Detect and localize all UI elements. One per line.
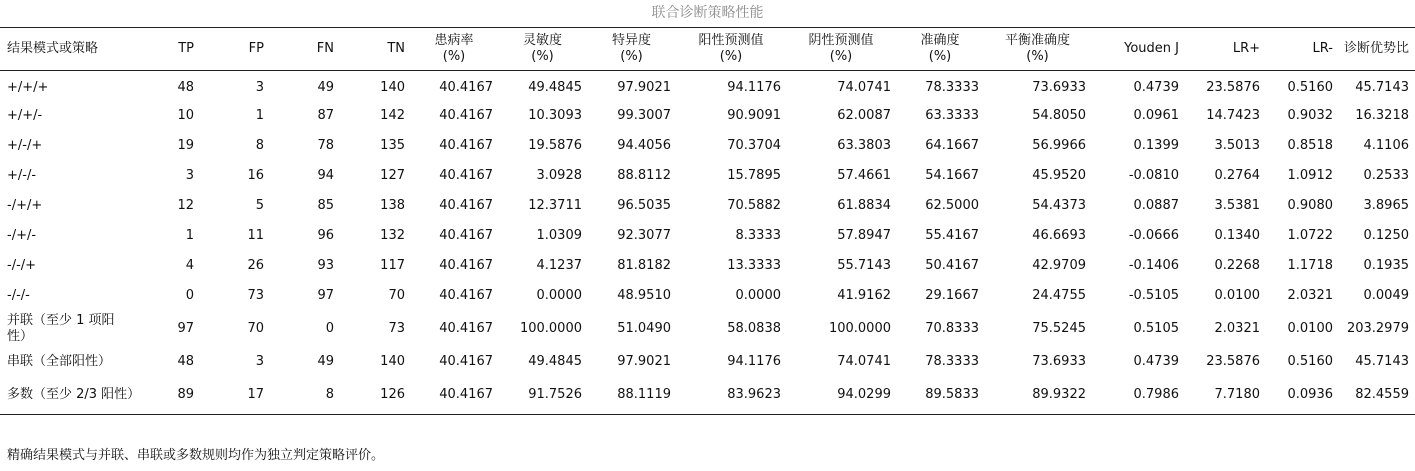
table-cell: 96 <box>317 227 334 243</box>
table-row <box>0 347 1415 377</box>
row-label-cell: +/+/- <box>7 107 43 123</box>
table-cell: 94 <box>317 167 334 183</box>
table-cell: 40.4167 <box>439 320 493 336</box>
table-cell: 26 <box>247 257 264 273</box>
table-cell: 73.6933 <box>1032 353 1086 369</box>
table-cell: 0.1935 <box>1363 257 1409 273</box>
table-cell: 45.7143 <box>1355 79 1409 95</box>
table-cell: 97.9021 <box>617 353 671 369</box>
table-cell: 61.8834 <box>837 197 891 213</box>
column-header-label: 患病率 <box>434 33 474 48</box>
table-cell: 12.3711 <box>528 197 582 213</box>
column-header-label: Youden J <box>1124 41 1179 56</box>
table-cell: 94.0299 <box>787 377 897 415</box>
table-cell: 88.8112 <box>617 167 671 183</box>
table-cell: 3 <box>255 353 264 369</box>
table-cell: 142 <box>380 107 405 123</box>
table-cell: 91.7526 <box>499 377 588 415</box>
table-cell: 0.5105 <box>1133 320 1179 336</box>
table-cell: 78.3333 <box>925 353 979 369</box>
column-header-unit: (%) <box>829 49 853 64</box>
row-label-cell: -/-/+ <box>7 257 37 273</box>
table-cell: 55.4167 <box>925 227 979 243</box>
table-cell: 94.1176 <box>727 353 781 369</box>
table-cell: 0.2268 <box>1214 257 1260 273</box>
table-cell: 100.0000 <box>519 320 582 336</box>
table-cell: 4.1106 <box>1363 137 1409 153</box>
table-cell: 97 <box>177 320 194 336</box>
table-cell: 83.9623 <box>677 377 787 415</box>
table-footnote: 精确结果模式与并联、串联或多数规则均作为独立判定策略评价。 <box>7 448 385 463</box>
table-cell: 97.9021 <box>617 79 671 95</box>
table-cell: 82.4559 <box>1339 377 1415 415</box>
table-cell: 48 <box>177 353 194 369</box>
table-cell: 94.1176 <box>727 79 781 95</box>
table-cell: 89.5833 <box>897 377 985 415</box>
table-cell: 17 <box>200 377 270 415</box>
results-table <box>0 27 1415 415</box>
table-cell: 23.5876 <box>1206 79 1260 95</box>
column-header <box>588 28 677 71</box>
table-cell: 3.5013 <box>1214 137 1260 153</box>
row-label-cell: +/+/+ <box>7 79 49 95</box>
table-cell: 0.1340 <box>1214 227 1260 243</box>
table-cell: 57.4661 <box>837 167 891 183</box>
table-cell: 1.1718 <box>1287 257 1333 273</box>
table-cell: 126 <box>340 377 411 415</box>
table-cell: 0.0961 <box>1133 107 1179 123</box>
table-cell: 132 <box>380 227 405 243</box>
table-cell: 3 <box>185 167 194 183</box>
table-cell: 62.5000 <box>925 197 979 213</box>
table-cell: 75.5245 <box>1032 320 1086 336</box>
column-header <box>0 28 140 71</box>
table-cell: 55.7143 <box>837 257 891 273</box>
table-cell: 0 <box>325 320 334 336</box>
table-cell: 0.0936 <box>1266 377 1339 415</box>
table-cell: 1.0912 <box>1287 167 1333 183</box>
table-cell: 40.4167 <box>439 107 493 123</box>
table-cell: 3.5381 <box>1214 197 1260 213</box>
column-header-label: LR+ <box>1232 41 1260 56</box>
table-cell: 0.2533 <box>1363 167 1409 183</box>
table-cell: 70 <box>388 287 405 303</box>
table-cell: 40.4167 <box>439 353 493 369</box>
table-row <box>0 161 1415 191</box>
column-header-label: TP <box>178 41 194 56</box>
table-header <box>0 28 1415 71</box>
column-header-label: 阳性预测值 <box>698 33 764 48</box>
table-cell: 100.0000 <box>828 320 891 336</box>
table-cell: 15.7895 <box>727 167 781 183</box>
column-header-unit: (%) <box>1026 49 1049 64</box>
table-cell: -0.0810 <box>1128 167 1179 183</box>
table-row <box>0 377 1415 415</box>
table-cell: 62.0087 <box>837 107 891 123</box>
table-cell: 2.0321 <box>1287 287 1333 303</box>
table-cell: 40.4167 <box>411 377 499 415</box>
table-cell: 73.6933 <box>1032 79 1086 95</box>
table-cell: 49 <box>317 79 334 95</box>
column-header-label: 结果模式或策略 <box>7 41 99 56</box>
table-cell: 90.9091 <box>727 107 781 123</box>
column-header <box>200 28 270 71</box>
column-header <box>1339 28 1415 71</box>
table-cell: 78 <box>317 137 334 153</box>
table-row <box>0 101 1415 131</box>
table-cell: -0.5105 <box>1128 287 1179 303</box>
table-cell: 50.4167 <box>925 257 979 273</box>
table-cell: 85 <box>317 197 334 213</box>
row-label-cell: +/-/+ <box>7 137 43 153</box>
table-row <box>0 131 1415 161</box>
table-cell: 0.0000 <box>536 287 582 303</box>
column-header-label: 阴性预测值 <box>808 33 874 48</box>
table-cell: 46.6693 <box>1032 227 1086 243</box>
table-cell: -0.0666 <box>1128 227 1179 243</box>
column-header-label: FN <box>316 41 334 56</box>
table-cell: 45.7143 <box>1355 353 1409 369</box>
table-cell: 49.4845 <box>528 79 582 95</box>
table-cell: 29.1667 <box>925 287 979 303</box>
table-cell: 203.2979 <box>1346 320 1409 336</box>
table-cell: 40.4167 <box>439 257 493 273</box>
table-cell: 0.7986 <box>1092 377 1185 415</box>
table-cell: 45.9520 <box>1032 167 1086 183</box>
table-cell: 64.1667 <box>925 137 979 153</box>
table-cell: 94.4056 <box>617 137 671 153</box>
table-cell: 0.0100 <box>1287 320 1333 336</box>
header-row <box>0 28 1415 71</box>
table-cell: 54.1667 <box>925 167 979 183</box>
table-cell: 3 <box>255 79 264 95</box>
table-cell: 40.4167 <box>439 227 493 243</box>
table-cell: 41.9162 <box>837 287 891 303</box>
table-cell: 70.3704 <box>727 137 781 153</box>
row-label-cell: -/+/+ <box>7 197 43 213</box>
table-cell: 63.3803 <box>837 137 891 153</box>
table-cell: 140 <box>380 353 405 369</box>
column-header <box>340 28 411 71</box>
table-cell: 8 <box>270 377 340 415</box>
table-cell: 12 <box>177 197 194 213</box>
table-row <box>0 221 1415 251</box>
table-cell: 56.9966 <box>1032 137 1086 153</box>
table-cell: 70.5882 <box>727 197 781 213</box>
row-label-cell: 多数（至少 2/3 阳性） <box>0 377 140 415</box>
column-header-label: 准确度 <box>920 33 960 48</box>
column-header <box>270 28 340 71</box>
table-cell: 54.8050 <box>1032 107 1086 123</box>
table-cell: 8 <box>255 137 264 153</box>
table-cell: 138 <box>380 197 405 213</box>
table-cell: 49 <box>317 353 334 369</box>
table-cell: 89.9322 <box>985 377 1092 415</box>
table-cell: 0.9032 <box>1287 107 1333 123</box>
table-cell: 7.7180 <box>1185 377 1266 415</box>
column-header-label: FP <box>248 41 264 56</box>
table-cell: 3.0928 <box>536 167 582 183</box>
table-cell: 0 <box>185 287 194 303</box>
table-cell: 81.8182 <box>617 257 671 273</box>
column-header <box>677 28 787 71</box>
table-cell: 40.4167 <box>439 79 493 95</box>
column-header-unit: (%) <box>620 49 643 64</box>
table-cell: 140 <box>380 79 405 95</box>
column-header <box>1092 28 1185 71</box>
column-header <box>897 28 985 71</box>
table-cell: 42.9709 <box>1032 257 1086 273</box>
row-label-cell: -/+/- <box>7 227 37 243</box>
table-cell: 1 <box>255 107 264 123</box>
table-cell: 93 <box>317 257 334 273</box>
table-cell: 70.8333 <box>925 320 979 336</box>
table-cell: 0.0049 <box>1363 287 1409 303</box>
table-cell: 74.0741 <box>837 79 891 95</box>
table-cell: 40.4167 <box>439 167 493 183</box>
table-cell: 117 <box>380 257 405 273</box>
table-cell: 73 <box>247 287 264 303</box>
table-cell: 3.8965 <box>1363 197 1409 213</box>
table-cell: 4.1237 <box>536 257 582 273</box>
table-row <box>0 311 1415 347</box>
table-cell: 24.4755 <box>1032 287 1086 303</box>
row-label-cell: 并联（至少 1 项阳性） <box>7 312 115 344</box>
column-header-label: LR- <box>1312 41 1333 56</box>
column-header-label: 诊断优势比 <box>1343 41 1409 56</box>
table-cell: 87 <box>317 107 334 123</box>
column-header <box>985 28 1092 71</box>
column-header-unit: (%) <box>928 49 952 64</box>
table-cell: 48 <box>177 79 194 95</box>
column-header <box>1266 28 1339 71</box>
table-cell: 0.2764 <box>1214 167 1260 183</box>
table-cell: 49.4845 <box>528 353 582 369</box>
table-cell: 0.1250 <box>1363 227 1409 243</box>
table-cell: 127 <box>380 167 405 183</box>
row-label-cell: 串联（全部阳性） <box>7 353 112 369</box>
table-cell: -0.1406 <box>1128 257 1179 273</box>
column-header <box>140 28 200 71</box>
table-cell: 14.7423 <box>1206 107 1260 123</box>
table-cell: 0.9080 <box>1287 197 1333 213</box>
table-cell: 0.0100 <box>1214 287 1260 303</box>
table-cell: 58.0838 <box>727 320 781 336</box>
table-row <box>0 251 1415 281</box>
table-cell: 89 <box>140 377 200 415</box>
table-row <box>0 71 1415 101</box>
table-cell: 0.5160 <box>1287 353 1333 369</box>
table-cell: 23.5876 <box>1206 353 1260 369</box>
table-cell: 0.5160 <box>1287 79 1333 95</box>
table-cell: 16 <box>247 167 264 183</box>
table-cell: 92.3077 <box>617 227 671 243</box>
table-cell: 1 <box>185 227 194 243</box>
column-header-unit: (%) <box>531 49 554 64</box>
table-cell: 0.4739 <box>1133 79 1179 95</box>
column-header-unit: (%) <box>719 49 743 64</box>
table-cell: 16.3218 <box>1355 107 1409 123</box>
table-cell: 10 <box>177 107 194 123</box>
table-row <box>0 191 1415 221</box>
row-label-cell: +/-/- <box>7 167 37 183</box>
table-body <box>0 71 1415 415</box>
table-cell: 78.3333 <box>925 79 979 95</box>
table-cell: 11 <box>247 227 264 243</box>
table-cell: 40.4167 <box>439 287 493 303</box>
table-cell: 5 <box>255 197 264 213</box>
table-cell: 1.0309 <box>536 227 582 243</box>
table-cell: 8.3333 <box>735 227 781 243</box>
table-cell: 88.1119 <box>588 377 677 415</box>
table-cell: 74.0741 <box>837 353 891 369</box>
table-cell: 40.4167 <box>439 137 493 153</box>
column-header <box>499 28 588 71</box>
table-row <box>0 281 1415 311</box>
table-cell: 0.1399 <box>1133 137 1179 153</box>
column-header <box>1185 28 1266 71</box>
table-cell: 1.0722 <box>1287 227 1333 243</box>
table-cell: 0.4739 <box>1133 353 1179 369</box>
table-cell: 51.0490 <box>617 320 671 336</box>
table-cell: 96.5035 <box>617 197 671 213</box>
table-cell: 57.8947 <box>837 227 891 243</box>
table-cell: 48.9510 <box>617 287 671 303</box>
table-cell: 99.3007 <box>617 107 671 123</box>
table-cell: 70 <box>247 320 264 336</box>
table-cell: 63.3333 <box>925 107 979 123</box>
column-header <box>411 28 499 71</box>
table-cell: 54.4373 <box>1032 197 1086 213</box>
column-header-label: 特异度 <box>611 33 651 48</box>
table-cell: 10.3093 <box>528 107 582 123</box>
table-cell: 135 <box>380 137 405 153</box>
table-cell: 19.5876 <box>528 137 582 153</box>
table-cell: 2.0321 <box>1214 320 1260 336</box>
table-cell: 0.0000 <box>735 287 781 303</box>
table-cell: 19 <box>177 137 194 153</box>
column-header-label: TN <box>387 41 405 56</box>
table-cell: 13.3333 <box>727 257 781 273</box>
column-header-unit: (%) <box>442 49 466 64</box>
table-cell: 97 <box>317 287 334 303</box>
table-cell: 0.0887 <box>1133 197 1179 213</box>
column-header-label: 灵敏度 <box>522 33 562 48</box>
row-label-cell: -/-/- <box>7 287 30 303</box>
table-cell: 40.4167 <box>439 197 493 213</box>
table-cell: 73 <box>388 320 405 336</box>
table-cell: 4 <box>185 257 194 273</box>
table-caption: 联合诊断策略性能 <box>651 5 764 21</box>
column-header <box>787 28 897 71</box>
table-cell: 0.8518 <box>1287 137 1333 153</box>
column-header-label: 平衡准确度 <box>1004 33 1070 48</box>
